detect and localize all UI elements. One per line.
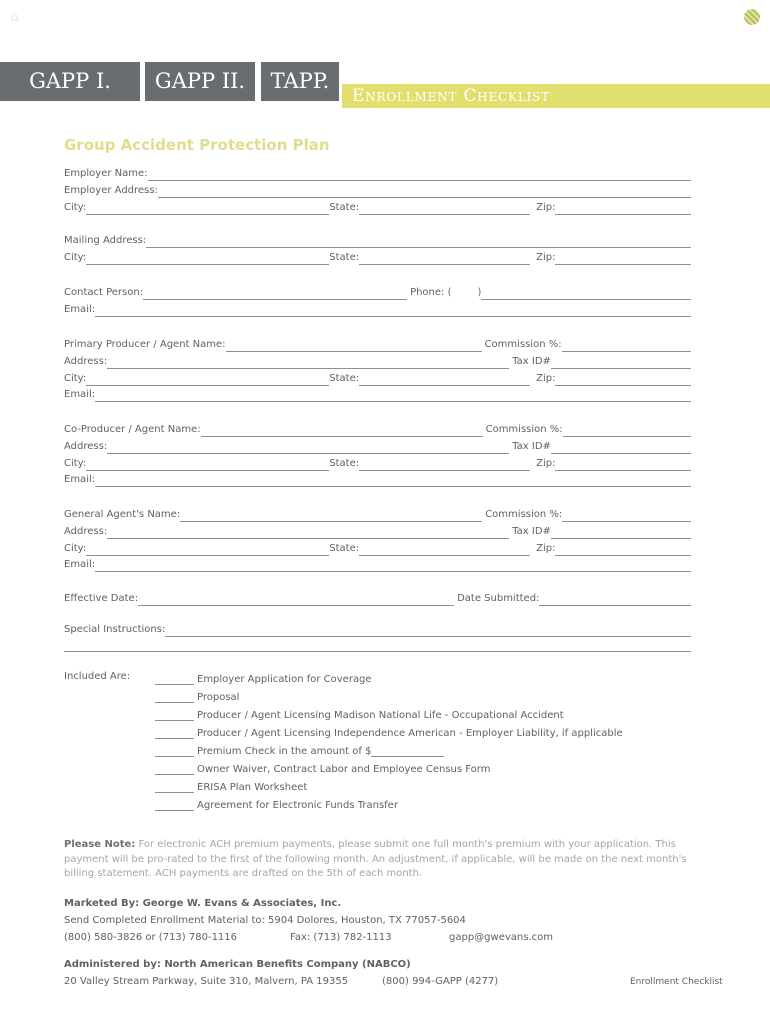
checklist-item bbox=[155, 671, 372, 685]
primary-zip-label: Zip: bbox=[536, 373, 556, 384]
primary-taxid-field[interactable] bbox=[551, 356, 691, 369]
send-to-address: Send Completed Enrollment Material to: 5904 Dolores, Houston, TX 77057-5604 bbox=[64, 915, 466, 926]
primary-city-field[interactable] bbox=[86, 373, 329, 386]
mailing-zip-label: Zip: bbox=[536, 252, 556, 263]
mailing-address-field[interactable] bbox=[146, 235, 691, 248]
mailing-city-label: City: bbox=[64, 252, 87, 263]
co-commission-field[interactable] bbox=[563, 424, 691, 437]
special-instructions-line-2[interactable] bbox=[64, 651, 691, 652]
ga-email-label: Email: bbox=[64, 559, 96, 570]
contact-phone-label: Phone: ( bbox=[410, 287, 452, 298]
co-producer-name-field[interactable] bbox=[201, 424, 483, 437]
checklist-blank[interactable] bbox=[155, 673, 194, 685]
primary-zip-field[interactable] bbox=[555, 373, 691, 386]
effective-date-field[interactable] bbox=[138, 593, 454, 606]
mailing-state-label: State: bbox=[329, 252, 360, 263]
mailing-city-field[interactable] bbox=[86, 252, 329, 265]
ga-email-field[interactable] bbox=[95, 559, 691, 572]
contact-person-field[interactable] bbox=[143, 287, 407, 300]
co-taxid-label: Tax ID# bbox=[512, 441, 551, 452]
special-instructions-label: Special Instructions: bbox=[64, 624, 166, 635]
employer-name-label: Employer Name: bbox=[64, 168, 148, 179]
employer-address-field[interactable] bbox=[158, 185, 691, 198]
co-email-label: Email: bbox=[64, 474, 96, 485]
checklist-item bbox=[155, 689, 239, 703]
general-agent-city-row bbox=[64, 540, 691, 556]
employer-city-field[interactable] bbox=[86, 202, 329, 215]
co-city-field[interactable] bbox=[86, 458, 329, 471]
primary-address-field[interactable] bbox=[107, 356, 509, 369]
co-producer-address-row bbox=[64, 438, 691, 454]
effective-date-label: Effective Date: bbox=[64, 593, 139, 604]
employer-address-row bbox=[64, 182, 691, 198]
general-agent-name-row bbox=[64, 506, 691, 522]
checklist-item-label: Proposal bbox=[197, 692, 240, 703]
ga-state-field[interactable] bbox=[359, 543, 530, 556]
checklist-item-label: Producer / Agent Licensing Madison National Life - Occupational Accident bbox=[197, 710, 564, 721]
employer-name-field[interactable] bbox=[148, 168, 691, 181]
employer-city-row bbox=[64, 199, 691, 215]
primary-state-label: State: bbox=[329, 373, 360, 384]
primary-producer-name-field[interactable] bbox=[226, 339, 482, 352]
marketed-by: Marketed By: George W. Evans & Associates, Inc. bbox=[64, 898, 342, 909]
mailing-city-row bbox=[64, 249, 691, 265]
contact-area-code-field[interactable] bbox=[452, 288, 478, 300]
ga-taxid-label: Tax ID# bbox=[512, 526, 551, 537]
checklist-item-label: Employer Application for Coverage bbox=[197, 674, 372, 685]
co-zip-field[interactable] bbox=[555, 458, 691, 471]
co-address-field[interactable] bbox=[107, 441, 509, 454]
co-commission-label: Commission %: bbox=[485, 424, 563, 435]
co-producer-city-row bbox=[64, 455, 691, 471]
checklist-item bbox=[155, 725, 623, 739]
contact-phone-paren: ) bbox=[477, 287, 482, 298]
marketer-phone: (800) 580-3826 or (713) 780-1116 bbox=[64, 932, 238, 943]
primary-producer-city-row bbox=[64, 370, 691, 386]
checklist-blank[interactable] bbox=[155, 727, 194, 739]
primary-commission-label: Commission %: bbox=[484, 339, 562, 350]
checklist-blank[interactable] bbox=[155, 781, 194, 793]
ga-zip-label: Zip: bbox=[536, 543, 556, 554]
ga-city-label: City: bbox=[64, 543, 87, 554]
checklist-item-label: Agreement for Electronic Funds Transfer bbox=[197, 800, 398, 811]
seal-icon bbox=[744, 9, 760, 25]
dates-row bbox=[64, 590, 691, 606]
checklist-item bbox=[155, 707, 564, 721]
checklist-item bbox=[155, 743, 444, 757]
logo-icon: ⌂ bbox=[10, 9, 19, 25]
co-producer-name-row bbox=[64, 421, 691, 437]
ach-note bbox=[64, 838, 694, 882]
checklist-item bbox=[155, 761, 490, 775]
date-submitted-field[interactable] bbox=[539, 593, 691, 606]
co-producer-name-label: Co-Producer / Agent Name: bbox=[64, 424, 201, 435]
mailing-address-label: Mailing Address: bbox=[64, 235, 147, 246]
contact-email-field[interactable] bbox=[95, 304, 691, 317]
ga-state-label: State: bbox=[329, 543, 360, 554]
primary-taxid-label: Tax ID# bbox=[512, 356, 551, 367]
checklist-blank[interactable] bbox=[155, 709, 194, 721]
employer-city-label: City: bbox=[64, 202, 87, 213]
co-address-label: Address: bbox=[64, 441, 108, 452]
mailing-zip-field[interactable] bbox=[555, 252, 691, 265]
general-agent-address-row bbox=[64, 523, 691, 539]
primary-producer-name-row bbox=[64, 336, 691, 352]
employer-state-label: State: bbox=[329, 202, 360, 213]
contact-email-row bbox=[64, 301, 691, 317]
primary-address-label: Address: bbox=[64, 356, 108, 367]
admin-address: 20 Valley Stream Parkway, Suite 310, Malvern, PA 19355 bbox=[64, 976, 349, 987]
checklist-item-label: ERISA Plan Worksheet bbox=[197, 782, 308, 793]
co-state-label: State: bbox=[329, 458, 360, 469]
contact-phone-field[interactable] bbox=[481, 287, 691, 300]
mailing-address-row bbox=[64, 232, 691, 248]
primary-state-field[interactable] bbox=[359, 373, 530, 386]
contact-person-label: Contact Person: bbox=[64, 287, 144, 298]
co-producer-email-row bbox=[64, 471, 691, 487]
ga-commission-label: Commission %: bbox=[485, 509, 563, 520]
primary-city-label: City: bbox=[64, 373, 87, 384]
note-text: For electronic ACH premium payments, please submit one full month's premium with your application. This payment will be pro-rated to the first of the following month. An adjustment, if applicable, will be made on the next month's billing statement. ACH payments are drafted on the 5th of each month. bbox=[64, 839, 687, 879]
ga-taxid-field[interactable] bbox=[551, 526, 691, 539]
premium-amount-field[interactable] bbox=[371, 746, 444, 757]
special-instructions-field[interactable] bbox=[165, 624, 691, 637]
checklist-blank[interactable] bbox=[155, 799, 194, 811]
checklist-blank[interactable] bbox=[155, 763, 194, 775]
mailing-state-field[interactable] bbox=[359, 252, 530, 265]
contact-person-row bbox=[64, 284, 691, 300]
checklist-blank[interactable] bbox=[155, 691, 194, 703]
co-email-field[interactable] bbox=[95, 474, 691, 487]
ga-zip-field[interactable] bbox=[555, 543, 691, 556]
administered-by: Administered by: North American Benefits Company (NABCO) bbox=[64, 959, 411, 970]
checklist-item bbox=[155, 797, 398, 811]
form-title: Group Accident Protection Plan bbox=[64, 136, 330, 154]
primary-commission-field[interactable] bbox=[562, 339, 691, 352]
general-agent-name-label: General Agent's Name: bbox=[64, 509, 181, 520]
employer-zip-label: Zip: bbox=[536, 202, 556, 213]
primary-email-field[interactable] bbox=[95, 389, 691, 402]
co-zip-label: Zip: bbox=[536, 458, 556, 469]
co-taxid-field[interactable] bbox=[551, 441, 691, 454]
co-state-field[interactable] bbox=[359, 458, 530, 471]
admin-phone: (800) 994-GAPP (4277) bbox=[382, 976, 499, 987]
marketer-email: gapp@gwevans.com bbox=[449, 932, 553, 943]
primary-producer-name-label: Primary Producer / Agent Name: bbox=[64, 339, 226, 350]
ga-commission-field[interactable] bbox=[562, 509, 691, 522]
checklist-item bbox=[155, 779, 307, 793]
checklist-item-label: Owner Waiver, Contract Labor and Employee Census Form bbox=[197, 764, 491, 775]
ga-city-field[interactable] bbox=[86, 543, 329, 556]
plan-badge-tapp: TAPP. bbox=[261, 62, 339, 101]
ga-address-label: Address: bbox=[64, 526, 108, 537]
general-agent-email-row bbox=[64, 556, 691, 572]
employer-state-field[interactable] bbox=[359, 202, 530, 215]
primary-producer-address-row bbox=[64, 353, 691, 369]
plan-badge-gapp-1: GAPP I. bbox=[0, 62, 140, 101]
note-label: Please Note: bbox=[64, 839, 136, 850]
employer-address-label: Employer Address: bbox=[64, 185, 158, 196]
special-instructions-row bbox=[64, 621, 691, 637]
marketer-fax: Fax: (713) 782-1113 bbox=[290, 932, 392, 943]
document-label: Enrollment Checklist bbox=[630, 977, 723, 987]
ga-address-field[interactable] bbox=[107, 526, 509, 539]
checklist-blank[interactable] bbox=[155, 745, 194, 757]
contact-email-label: Email: bbox=[64, 304, 96, 315]
employer-zip-field[interactable] bbox=[555, 202, 691, 215]
primary-producer-email-row bbox=[64, 386, 691, 402]
page-title: Enrollment Checklist bbox=[352, 86, 550, 106]
primary-email-label: Email: bbox=[64, 389, 96, 400]
plan-badge-gapp-2: GAPP II. bbox=[145, 62, 255, 101]
co-city-label: City: bbox=[64, 458, 87, 469]
date-submitted-label: Date Submitted: bbox=[457, 593, 540, 604]
checklist-item-label: Producer / Agent Licensing Independence American - Employer Liability, if applicable bbox=[197, 728, 623, 739]
employer-name-row bbox=[64, 165, 691, 181]
checklist-item-label: Premium Check in the amount of $ bbox=[197, 746, 372, 757]
included-label: Included Are: bbox=[64, 671, 131, 682]
general-agent-name-field[interactable] bbox=[180, 509, 482, 522]
